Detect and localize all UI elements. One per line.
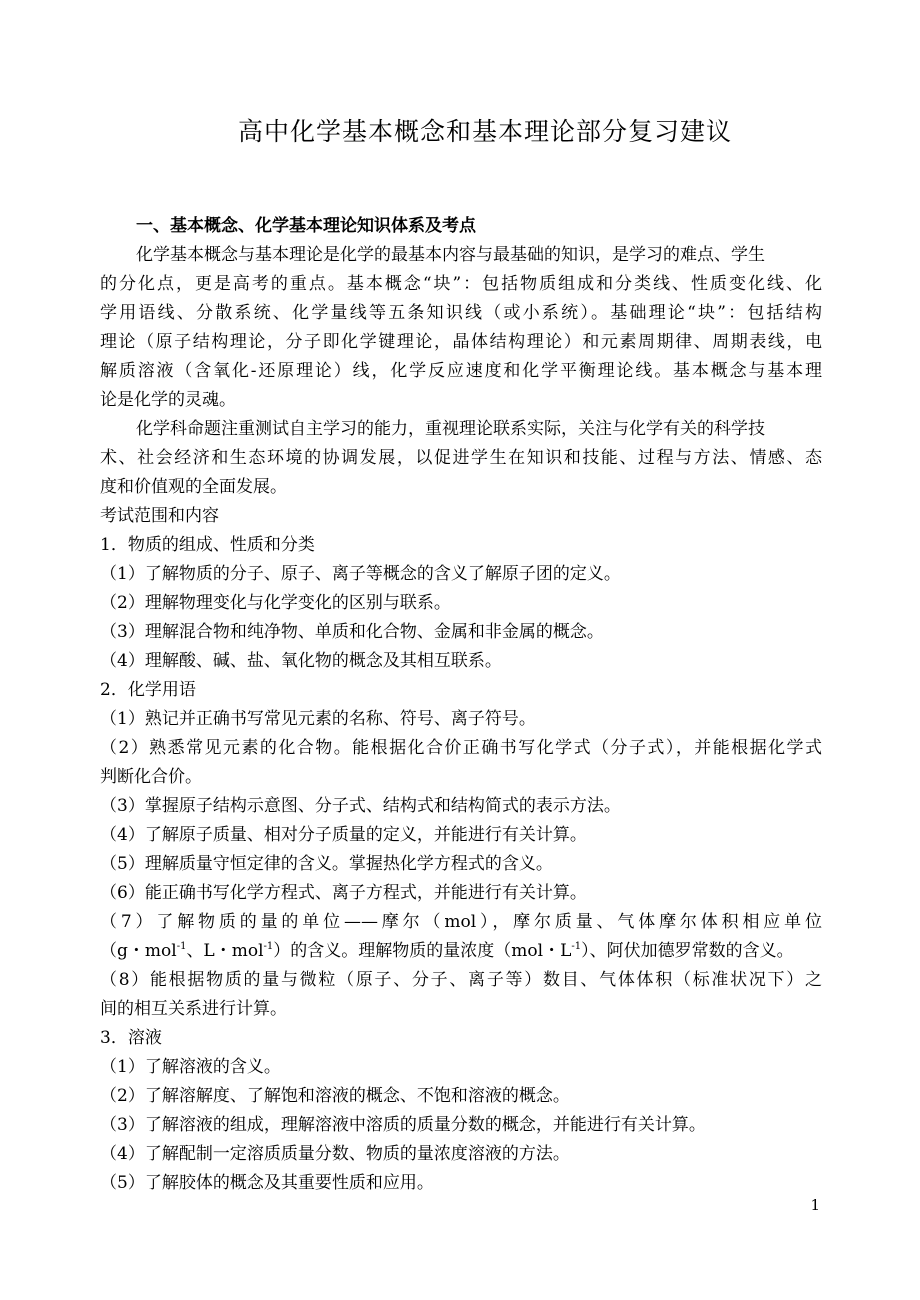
section-heading: 一、基本概念、化学基本理论知识体系及考点 [136,216,476,236]
list-item: （1）熟记并正确书写常见元素的名称、符号、离子符号。 [100,709,536,729]
superscript: -1 [571,941,582,952]
section-3-title: 3．溶液 [100,1028,162,1048]
document-title: 高中化学基本概念和基本理论部分复习建议 [237,117,732,146]
paragraph-line: 度和价值观的全面发展。 [100,477,287,497]
list-item: （5）理解质量守恒定律的含义。掌握热化学方程式的含义。 [100,854,553,874]
paragraph-line: 的分化点，更是高考的重点。基本概念“块”：包括物质组成和分类线、性质变化线、化 [100,274,822,294]
paragraph-1 [100,241,822,415]
list-item: （7）了解物质的量的单位——摩尔（mol），摩尔质量、气体摩尔体积相应单位 [100,912,822,932]
section-2-title: 2．化学用语 [100,680,196,700]
paragraph-line: 论是化学的灵魂。 [100,390,236,410]
list-item: （4）了解配制一定溶质质量分数、物质的量浓度溶液的方法。 [100,1144,570,1164]
paragraph-line: 化学科命题注重测试自主学习的能力，重视理论联系实际，关注与化学有关的科学技 [136,419,765,439]
unit-text: ）、阿伏加德罗常数的含义。 [581,941,794,961]
list-item: （2）理解物理变化与化学变化的区别与联系。 [100,593,451,613]
list-item: （8）能根据物质的量与微粒（原子、分子、离子等）数目、气体体积（标准状况下）之 [100,970,822,990]
paragraph-2 [100,415,822,502]
document-body [100,212,822,1198]
unit-text: ）的含义。理解物质的量浓度（mol・L [273,941,572,961]
list-item: （2）熟悉常见元素的化合物。能根据化合价正确书写化学式（分子式），并能根据化学式 [100,738,822,758]
paragraph-line: 学用语线、分散系统、化学量线等五条知识线（或小系统）。基础理论“块”：包括结构 [100,303,822,323]
list-item: （1）了解溶液的含义。 [100,1057,281,1077]
paragraph-line: 化学基本概念与基本理论是化学的最基本内容与最基础的知识，是学习的难点、学生 [136,245,765,265]
list-item: （3）了解溶液的组成，理解溶液中溶质的质量分数的概念，并能进行有关计算。 [100,1115,706,1135]
section-1-title: 1．物质的组成、性质和分类 [100,535,315,555]
superscript: -1 [176,941,187,952]
paragraph-line: 解质溶液（含氧化-还原理论）线，化学反应速度和化学平衡理论线。基本概念与基本理 [100,361,822,381]
list-item-continued [100,937,822,966]
list-item-continued: 间的相互关系进行计算。 [100,999,287,1019]
paragraph-line: 理论（原子结构理论，分子即化学键理论，晶体结构理论）和元素周期律、周期表线，电 [100,332,822,352]
page-number: 1 [810,1196,820,1214]
list-item: （3）理解混合物和纯净物、单质和化合物、金属和非金属的概念。 [100,622,604,642]
list-item: （5）了解胶体的概念及其重要性质和应用。 [100,1173,434,1193]
list-item: （4）理解酸、碱、盐、氧化物的概念及其相互联系。 [100,651,502,671]
list-item: （1）了解物质的分子、原子、离子等概念的含义了解原子团的定义。 [100,564,621,584]
list-item: （6）能正确书写化学方程式、离子方程式，并能进行有关计算。 [100,883,587,903]
superscript: -1 [263,941,274,952]
unit-text: （g・mol [100,941,177,961]
list-item-continued: 判断化合价。 [100,767,202,787]
unit-text: 、L・mol [186,941,264,961]
paragraph-line: 术、社会经济和生态环境的协调发展，以促进学生在知识和技能、过程与方法、情感、态 [100,448,822,468]
list-item: （3）掌握原子结构示意图、分子式、结构式和结构简式的表示方法。 [100,796,621,816]
scope-label: 考试范围和内容 [100,506,219,526]
list-item: （2）了解溶解度、了解饱和溶液的概念、不饱和溶液的概念。 [100,1086,570,1106]
list-item: （4）了解原子质量、相对分子质量的定义，并能进行有关计算。 [100,825,587,845]
